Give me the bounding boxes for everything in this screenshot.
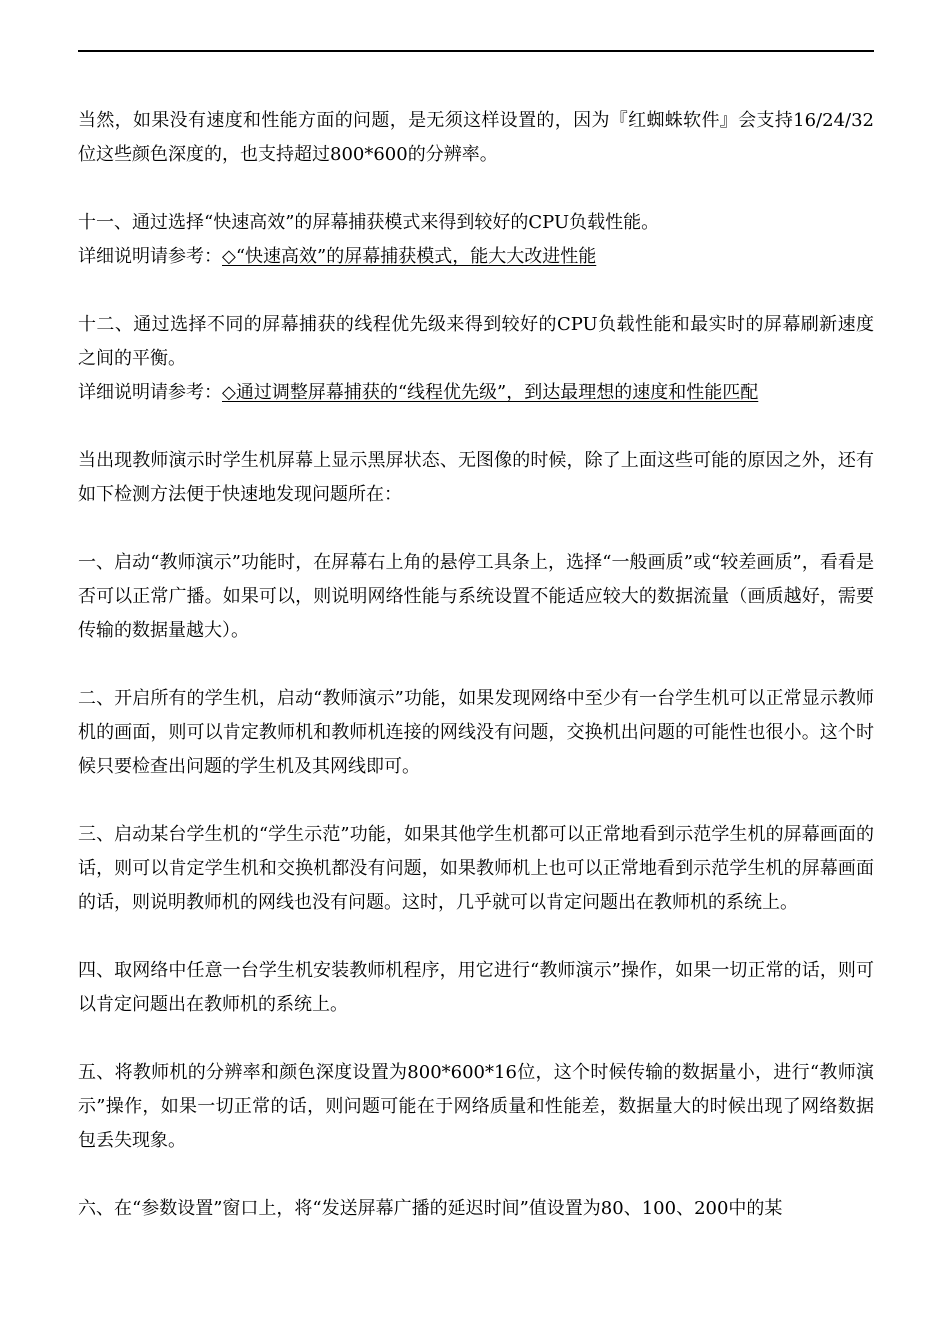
thread-priority-link[interactable]: ◇通过调整屏幕捕获的“线程优先级”，到达最理想的速度和性能匹配 (222, 382, 759, 403)
section-eleven-title: 十一、通过选择“快速高效”的屏幕捕获模式来得到较好的CPU负载性能。 (78, 212, 660, 233)
section-eleven (78, 206, 874, 274)
paragraph-color-depth-note: 当然，如果没有速度和性能方面的问题，是无须这样设置的，因为『红蜘蛛软件』会支持16/24/32位这些颜色深度的，也支持超过800*600的分辨率。 (78, 110, 874, 165)
paragraph-black-screen-intro: 当出现教师演示时学生机屏幕上显示黑屏状态、无图像的时候，除了上面这些可能的原因之外，还有如下检测方法便于快速地发现问题所在： (78, 450, 874, 505)
paragraph-check-four: 四、取网络中任意一台学生机安装教师机程序，用它进行“教师演示”操作，如果一切正常的话，则可以肯定问题出在教师机的系统上。 (78, 960, 874, 1015)
reference-prefix: 详细说明请参考： (78, 246, 222, 267)
section-twelve-title: 十二、通过选择不同的屏幕捕获的线程优先级来得到较好的CPU负载性能和最实时的屏幕刷新速度之间的平衡。 (78, 314, 874, 369)
section-eleven-reference (78, 240, 874, 274)
paragraph-check-six: 六、在“参数设置”窗口上，将“发送屏幕广播的延迟时间”值设置为80、100、200中的某 (78, 1198, 783, 1219)
paragraph-check-five: 五、将教师机的分辨率和颜色深度设置为800*600*16位，这个时候传输的数据量小，进行“教师演示”操作，如果一切正常的话，则问题可能在于网络质量和性能差，数据量大的时候出现了网络数据包丢失现象。 (78, 1062, 874, 1151)
section-twelve (78, 308, 874, 410)
paragraph-check-two: 二、开启所有的学生机，启动“教师演示”功能，如果发现网络中至少有一台学生机可以正常显示教师机的画面，则可以肯定教师机和教师机连接的网线没有问题，交换机出问题的可能性也很小。这个时候只要检查出问题的学生机及其网线即可。 (78, 688, 874, 777)
paragraph-check-one: 一、启动“教师演示”功能时，在屏幕右上角的悬停工具条上，选择“一般画质”或“较差画质”，看看是否可以正常广播。如果可以，则说明网络性能与系统设置不能适应较大的数据流量（画质越好，需要传输的数据量越大）。 (78, 552, 874, 641)
header-rule (78, 50, 874, 52)
paragraph-check-three: 三、启动某台学生机的“学生示范”功能，如果其他学生机都可以正常地看到示范学生机的屏幕画面的话，则可以肯定学生机和交换机都没有问题，如果教师机上也可以正常地看到示范学生机的屏幕画面的话，则说明教师机的网线也没有问题。这时，几乎就可以肯定问题出在教师机的系统上。 (78, 824, 874, 913)
reference-prefix: 详细说明请参考： (78, 382, 222, 403)
document-body (78, 104, 874, 1226)
fast-capture-mode-link[interactable]: ◇“快速高效”的屏幕捕获模式，能大大改进性能 (222, 246, 597, 267)
section-twelve-reference (78, 376, 874, 410)
